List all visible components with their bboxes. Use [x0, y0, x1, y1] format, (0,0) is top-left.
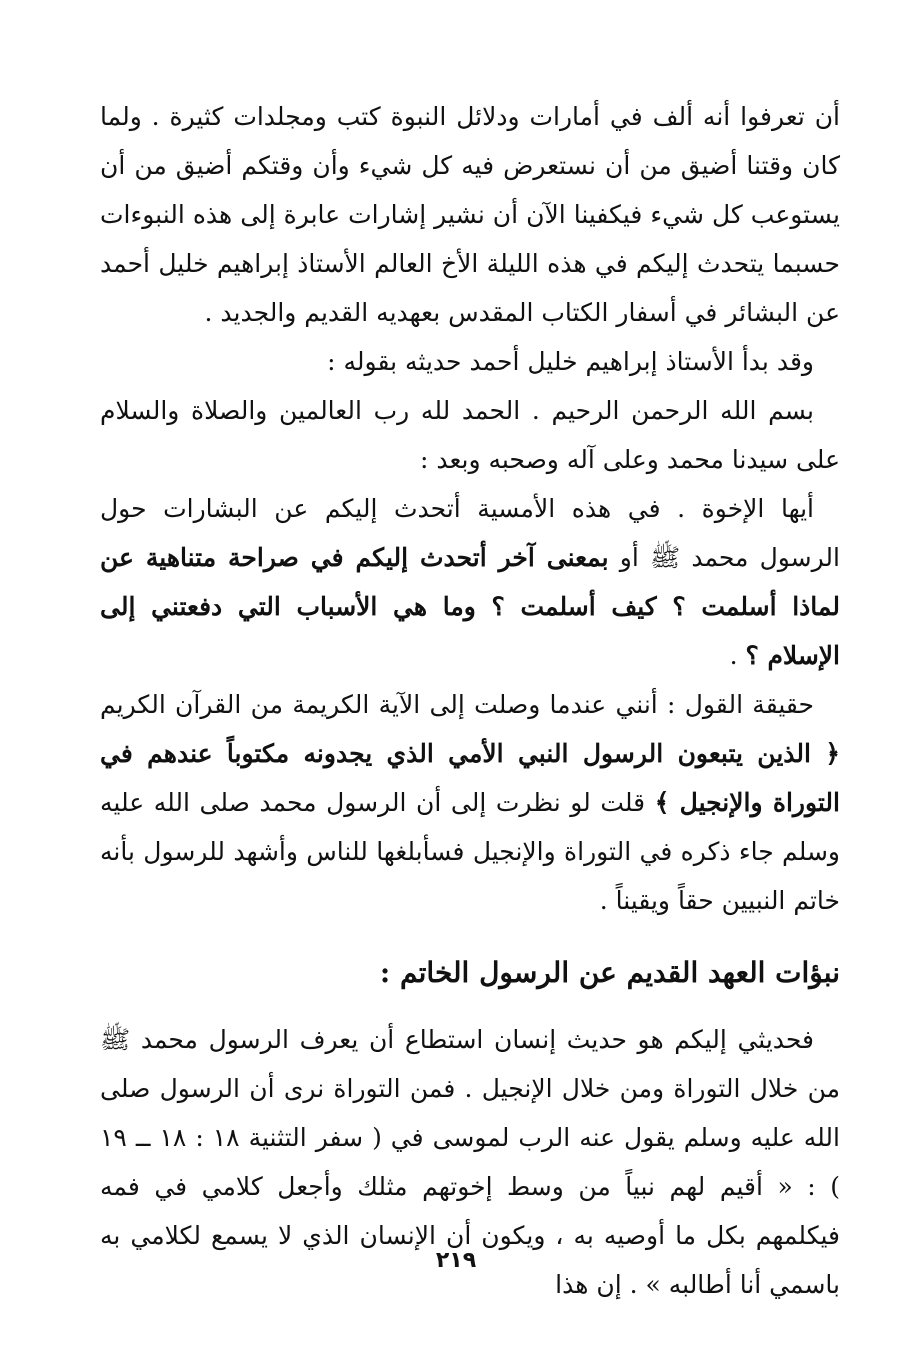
paragraph-4-intro: أيها الإخوة . في هذه الأمسية أتحدث إليكم عن البشارات حول الرسول محمد ﷺ أو [100, 494, 840, 572]
paragraph-5-rest: قلت لو نظرت إلى أن الرسول محمد صلى الله عليه وسلم جاء ذكره في التوراة والإنجيل فسأبلغها للناس وأشهد للرسول بأنه خاتم النبيين حقاً ويقيناً . [100, 788, 840, 915]
paragraph-6: فحديثي إليكم هو حديث إنسان استطاع أن يعرف الرسول محمد ﷺ من خلال التوراة ومن خلال الإنجيل . فمن التوراة نرى أن الرسول صلى الله عليه وسلم يقول عنه الرب لموسى في ( سفر التثنية ١٨ : ١٨ ــ ١٩ ) : « أقيم لهم نبياً من وسط إخوتهم مثلك وأجعل كلامي في فمه فيكلمهم بكل ما أوصيه به ، ويكون أن الإنسان الذي لا يسمع لكلامي به باسمي أنا أطالبه » . إن هذا [100, 1025, 840, 1299]
section-heading: نبؤات العهد القديم عن الرسول الخاتم : [379, 956, 840, 989]
paragraph-4 [100, 484, 840, 680]
page-number: ٢١٩ [435, 1248, 477, 1273]
quran-verse: ﴿ الذين يتبعون الرسول النبي الأمي الذي يجدونه مكتوباً عندهم في التوراة والإنجيل ﴾ [100, 739, 840, 817]
paragraph-2: وقد بدأ الأستاذ إبراهيم خليل أحمد حديثه بقوله : [327, 347, 814, 376]
paragraph-5 [100, 680, 840, 925]
paragraph-1: أن تعرفوا أنه ألف في أمارات ودلائل النبوة كتب ومجلدات كثيرة . ولما كان وقتنا أضيق من أن نستعرض فيه كل شيء وأن وقتكم أضيق من أن يستوعب كل شيء فيكفينا الآن أن نشير إشارات عابرة إلى هذه النبوءات حسبما يتحدث إليكم في هذه الليلة الأخ العالم الأستاذ إبراهيم خليل أحمد عن البشائر في أسفار الكتاب المقدس بعهديه القديم والجديد . [100, 102, 840, 327]
paragraph-5-intro: حقيقة القول : أنني عندما وصلت إلى الآية الكريمة من القرآن الكريم [100, 690, 814, 719]
paragraph-4-emphasis: بمعنى آخر أتحدث إليكم في صراحة متناهية عن لماذا أسلمت ؟ كيف أسلمت ؟ وما هي الأسباب التي دفعتني إلى الإسلام ؟ [100, 543, 840, 670]
paragraph-4-end: . [729, 641, 746, 670]
body-text [100, 92, 840, 1309]
paragraph-3: بسم الله الرحمن الرحيم . الحمد لله رب العالمين والصلاة والسلام على سيدنا محمد وعلى آله وصحبه وبعد : [100, 396, 840, 474]
